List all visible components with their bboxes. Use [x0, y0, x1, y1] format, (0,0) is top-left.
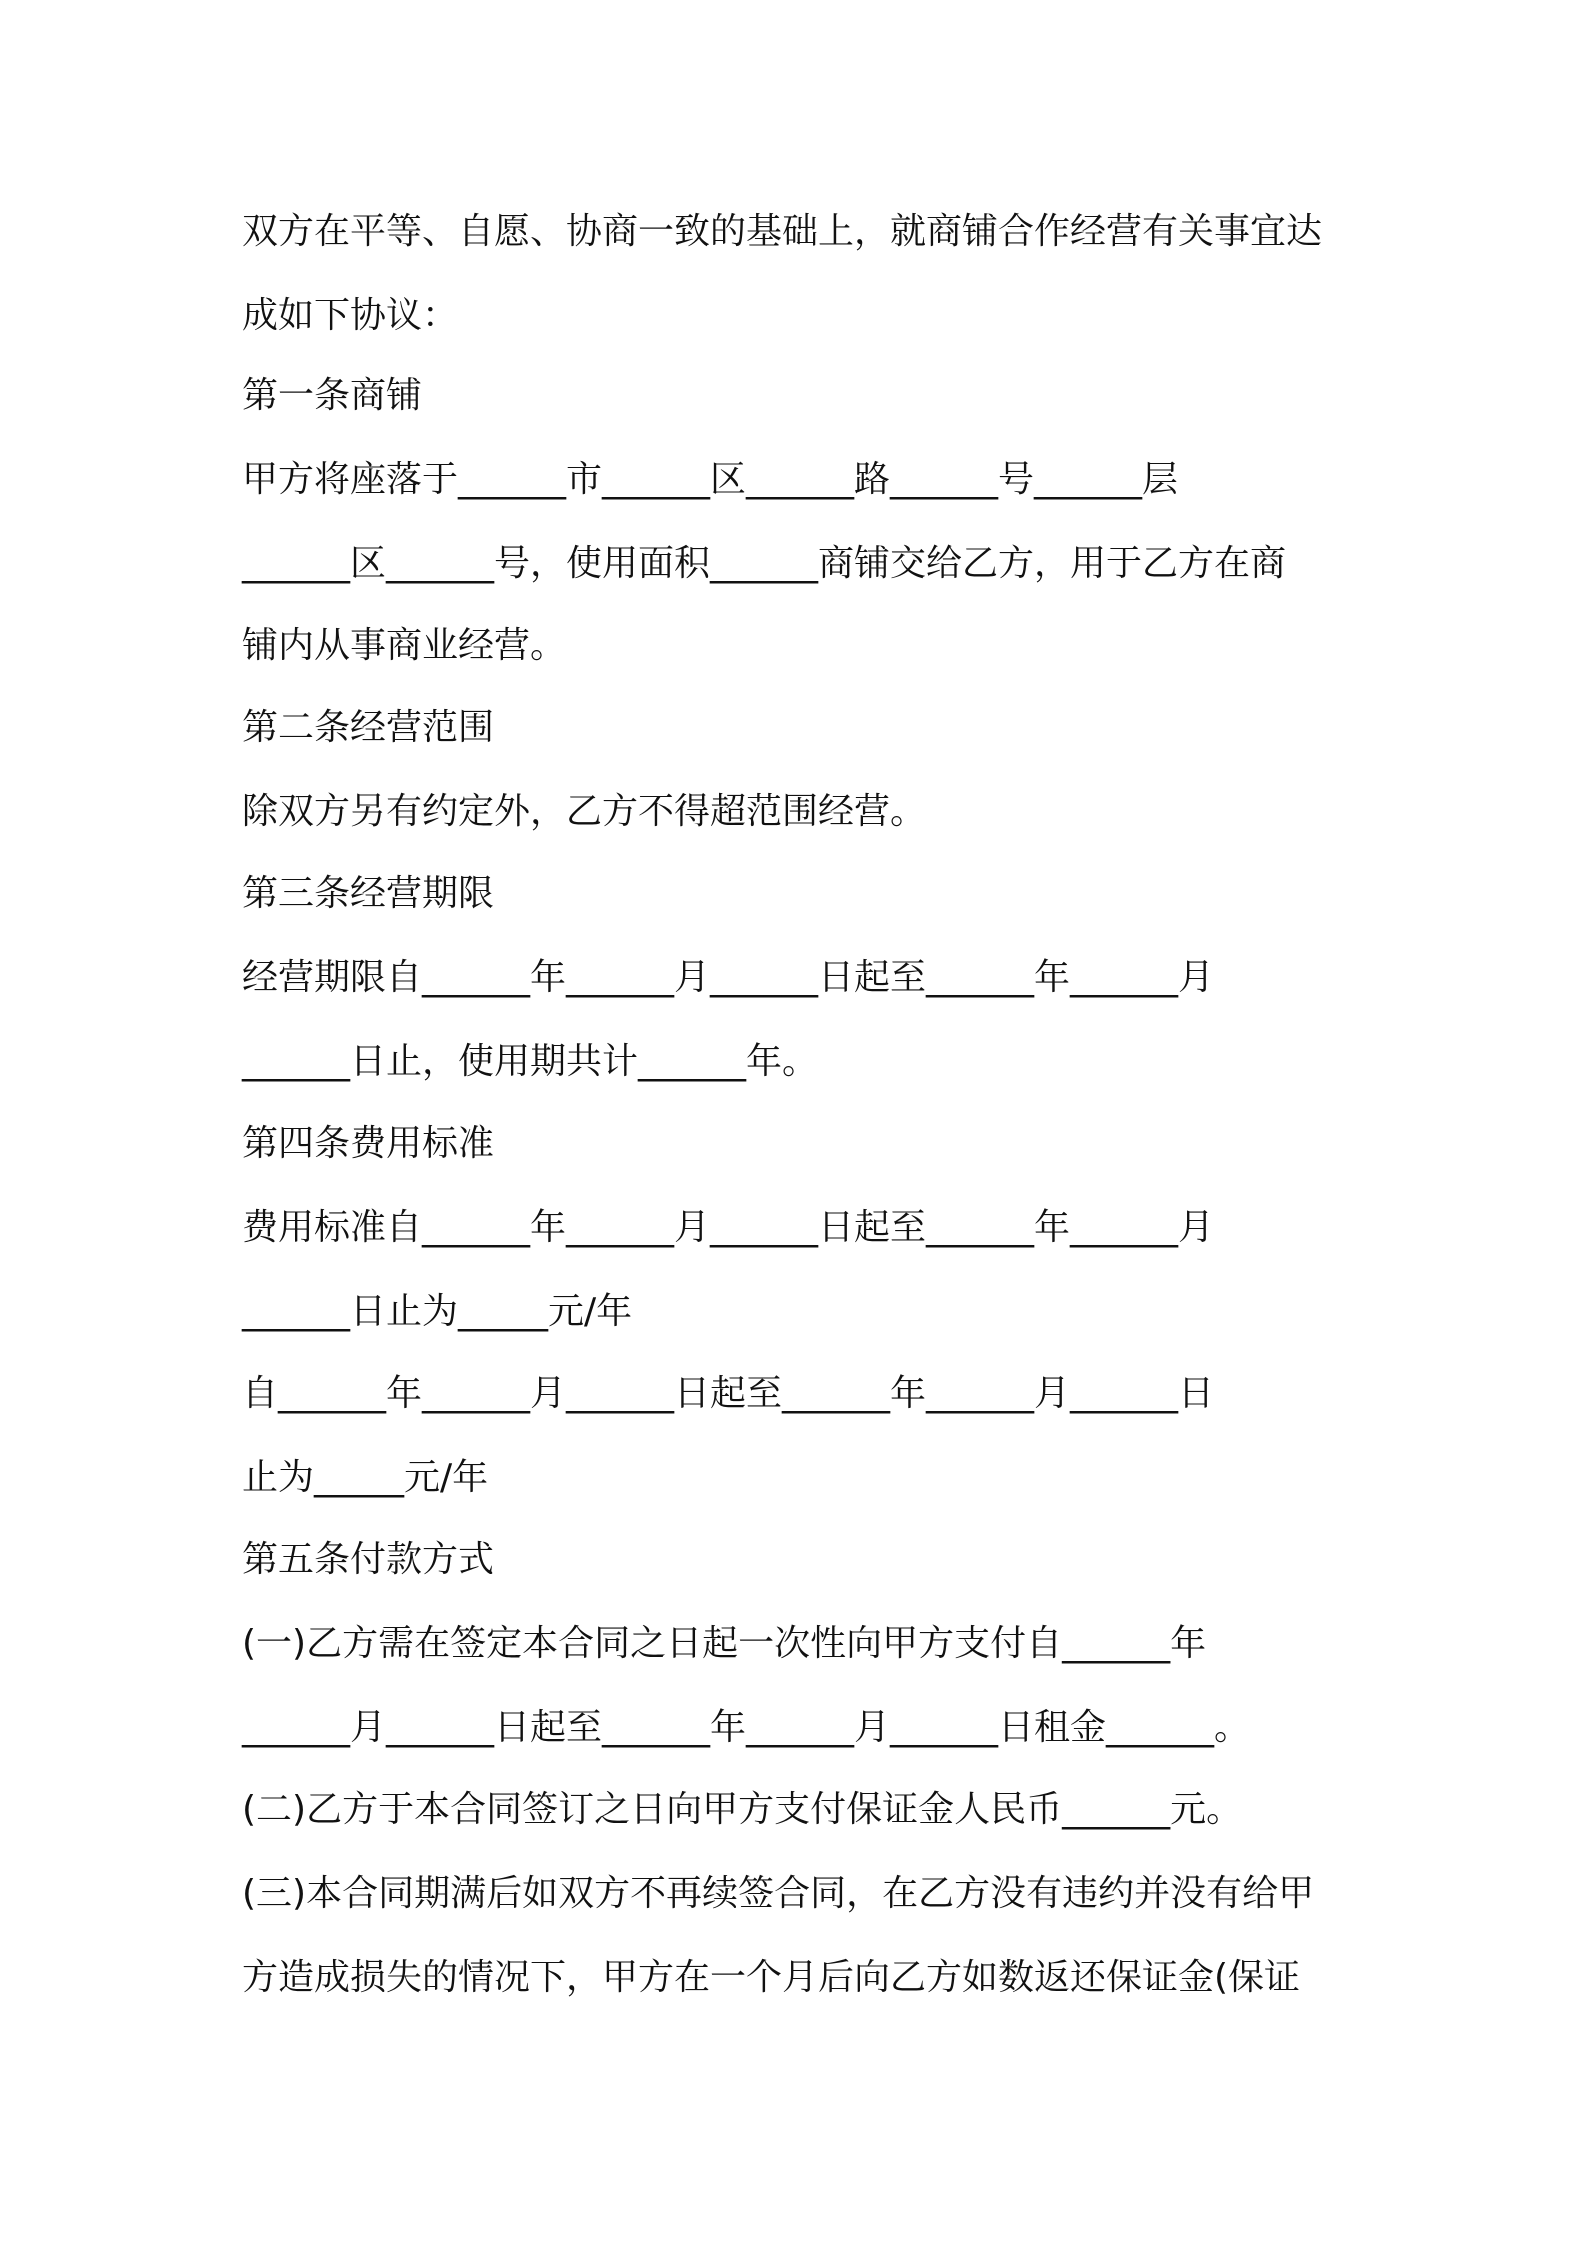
text-line: 经营期限自______年______月______日起至______年______月 — [242, 957, 1215, 998]
text-line: 甲方将座落于______市______区______路______号______层 — [242, 459, 1179, 500]
text-line: (一)乙方需在签定本合同之日起一次性向甲方支付自______年 — [242, 1623, 1207, 1664]
text-line: (二)乙方于本合同签订之日向甲方支付保证金人民币______元。 — [242, 1789, 1243, 1830]
section-heading: 第二条经营范围 — [242, 707, 495, 748]
section-heading: 第一条商铺 — [242, 375, 423, 416]
text-line: 费用标准自______年______月______日起至______年______月 — [242, 1207, 1215, 1248]
text-line: (三)本合同期满后如双方不再续签合同，在乙方没有违约并没有给甲 — [242, 1873, 1315, 1914]
text-line: ______日止，使用期共计______年。 — [242, 1041, 819, 1082]
section-heading: 第四条费用标准 — [242, 1123, 495, 1164]
text-line: 方造成损失的情况下，甲方在一个月后向乙方如数返还保证金(保证 — [242, 1957, 1301, 1998]
text-line: 双方在平等、自愿、协商一致的基础上，就商铺合作经营有关事宜达 — [242, 211, 1323, 252]
text-line: 自______年______月______日起至______年______月______日 — [242, 1373, 1215, 1414]
text-line: ______日止为_____元/年 — [242, 1291, 633, 1332]
section-heading: 第五条付款方式 — [242, 1539, 495, 1580]
text-line: 止为_____元/年 — [242, 1457, 489, 1498]
text-line: ______区______号，使用面积______商铺交给乙方，用于乙方在商 — [242, 543, 1287, 584]
section-heading: 第三条经营期限 — [242, 873, 495, 914]
text-line: 铺内从事商业经营。 — [242, 625, 567, 666]
text-line: ______月______日起至______年______月______日租金______。 — [242, 1707, 1251, 1748]
text-line: 成如下协议： — [242, 295, 459, 336]
text-line: 除双方另有约定外，乙方不得超范围经营。 — [242, 791, 927, 832]
